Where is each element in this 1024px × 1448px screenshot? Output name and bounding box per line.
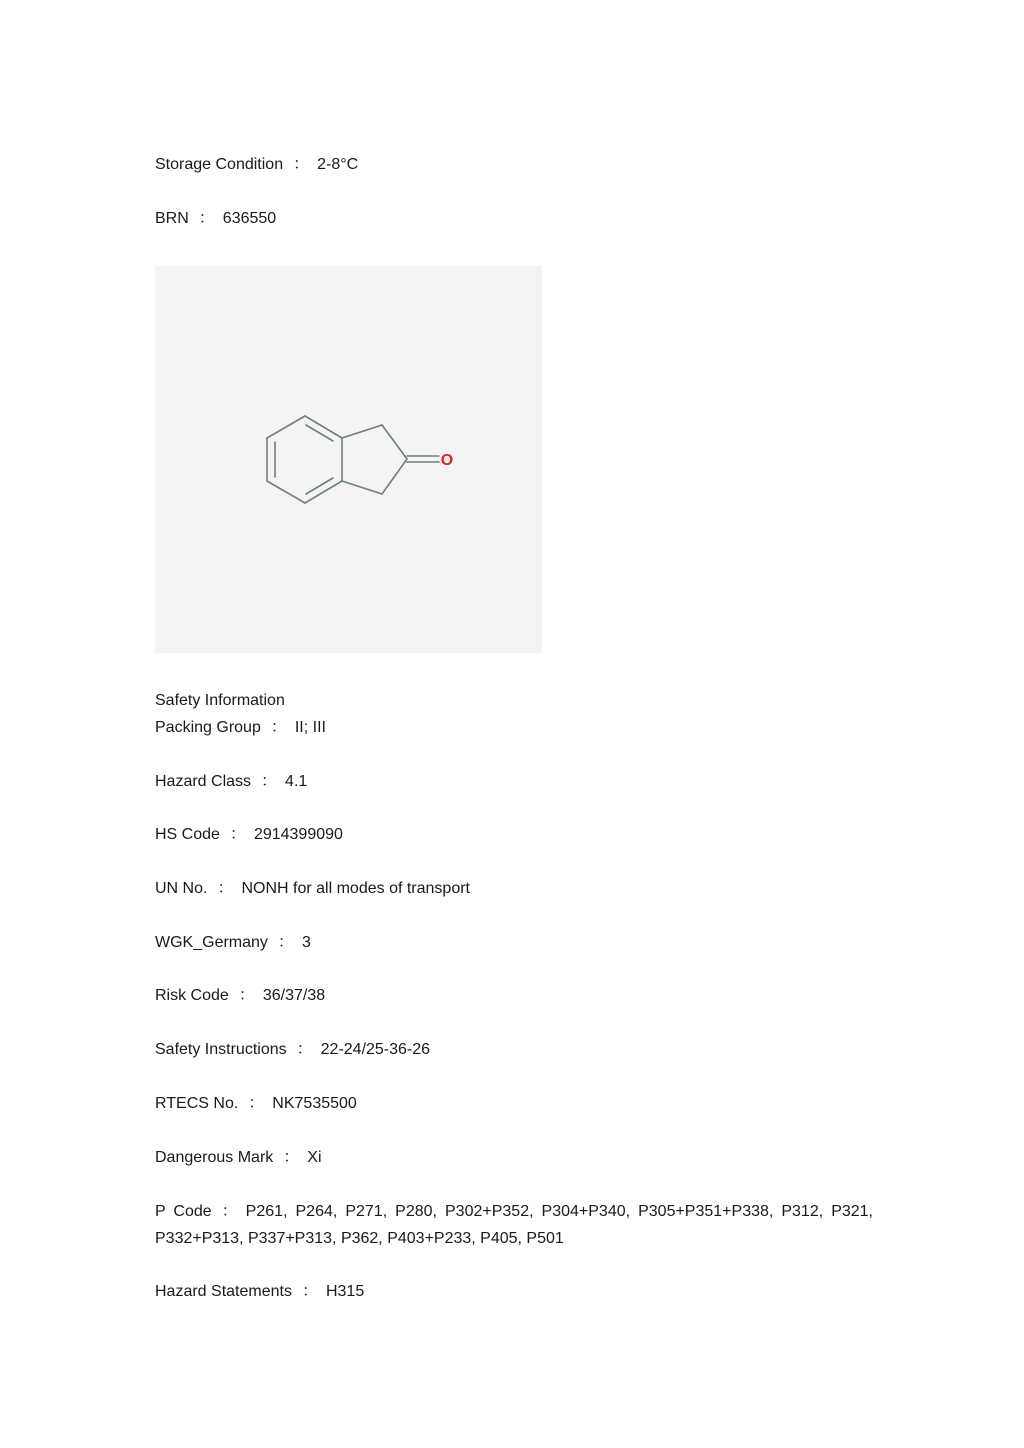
hazard-statements-row [155,1282,364,1302]
p-code-paragraph [155,1198,873,1252]
colon: ： [238,987,255,1004]
storage-condition-label: Storage Condition [155,156,284,173]
field-row-un-no [155,879,470,899]
field-row-hs-code [155,825,343,845]
bond [382,459,407,494]
field-row-hazard-class [155,772,307,792]
colon: ： [283,1149,300,1166]
field-row-packing-group [155,718,326,738]
field-row-dangerous-mark [155,1148,322,1168]
colon: ： [221,1203,238,1220]
colon: ： [293,156,310,173]
storage-condition-row [155,155,358,175]
bond [267,416,305,438]
field-label: Safety Instructions [155,1041,287,1058]
colon: ： [301,1283,318,1300]
field-label: Hazard Class [155,773,252,790]
field-label: Packing Group [155,719,261,736]
p-code-line-1 [155,1198,873,1225]
bond [382,425,407,459]
oxygen-atom-label: O [440,452,454,469]
double-bond-inner [306,425,333,441]
colon: ： [270,719,287,736]
field-row-safety-instructions [155,1040,430,1060]
field-value: 3 [301,934,311,951]
safety-information-heading: Safety Information [155,692,285,709]
bond [267,481,305,503]
field-label: UN No. [155,880,208,897]
p-code-values-2: P332+P313, P337+P313, P362, P403+P233, P405, P501 [155,1230,564,1247]
field-value: 22-24/25-36-26 [320,1041,431,1058]
field-label: Dangerous Mark [155,1149,274,1166]
colon: ： [217,880,234,897]
field-value: NK7535500 [272,1095,357,1112]
colon: ： [277,934,294,951]
hazard-statements-label: Hazard Statements [155,1283,292,1300]
bond [342,481,382,494]
bond [342,425,382,438]
colon: ： [198,210,215,227]
field-value: 2914399090 [253,826,343,843]
chemical-structure-image [155,266,542,653]
field-label: HS Code [155,826,220,843]
field-value: II; III [294,719,326,736]
p-code-label: P Code [155,1203,212,1220]
field-row-rtecs-no [155,1094,357,1114]
colon: ： [248,1095,265,1112]
p-code-values-1: P261, P264, P271, P280, P302+P352, P304+P340, P305+P351+P338, P312, P321, [245,1203,874,1220]
field-value: 4.1 [285,773,308,790]
field-label: Risk Code [155,987,229,1004]
brn-label: BRN [155,210,189,227]
colon: ： [229,826,246,843]
colon: ： [261,773,278,790]
field-value: NONH for all modes of transport [241,880,470,897]
field-row-wgk-germany [155,933,311,953]
field-value: 36/37/38 [262,987,326,1004]
field-row-risk-code [155,986,325,1006]
hazard-statements-value: H315 [325,1283,365,1300]
brn-row [155,209,276,229]
field-value: Xi [307,1149,322,1166]
brn-value: 636550 [222,210,277,227]
field-label: RTECS No. [155,1095,239,1112]
field-label: WGK_Germany [155,934,268,951]
storage-condition-value: 2-8°C [317,156,359,173]
double-bond-inner [306,478,333,494]
colon: ： [296,1041,313,1058]
indanone-structure-drawing [155,266,542,653]
